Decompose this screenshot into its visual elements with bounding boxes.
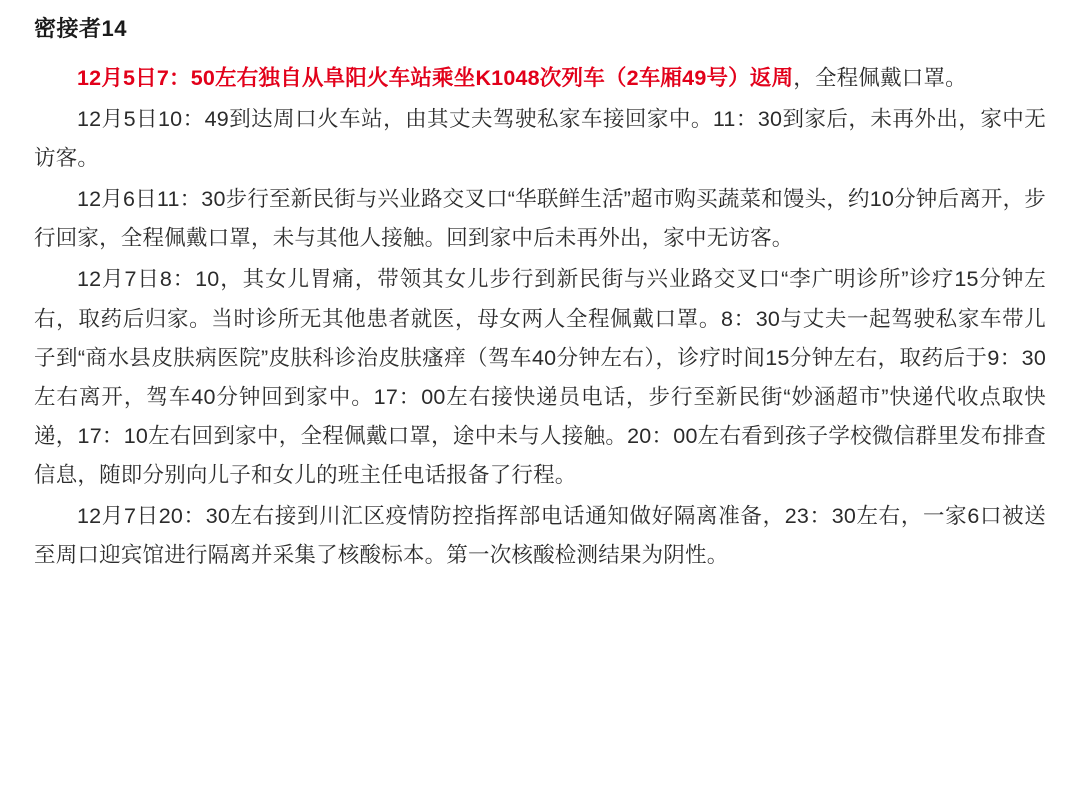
paragraph-3-text: 12月6日11：30步行至新民街与兴业路交叉口“华联鲜生活”超市购买蔬菜和馒头，约10分钟后离开，步行回家，全程佩戴口罩，未与其他人接触。回到家中后未再外出，家中无访客。 [34,187,1046,251]
paragraph-5 [34,497,1046,575]
paragraph-5-text: 12月7日20：30左右接到川汇区疫情防控指挥部电话通知做好隔离准备，23：30左右，一家6口被送至周口迎宾馆进行隔离并采集了核酸标本。第一次核酸检测结果为阴性。 [34,504,1046,568]
paragraph-1 [34,59,1046,98]
paragraph-3 [34,180,1046,258]
highlighted-travel-info: 12月5日7：50左右独自从阜阳火车站乘坐K1048次列车（2车厢49号）返周 [77,65,794,90]
paragraph-4-text: 12月7日8：10，其女儿胃痛，带领其女儿步行到新民街与兴业路交叉口“李广明诊所”诊疗15分钟左右，取药后归家。当时诊所无其他患者就医，母女两人全程佩戴口罩。8：30与丈夫一起驾驶私家车带儿子到“商水县皮肤病医院”皮肤科诊治皮肤瘙痒（驾车40分钟左右），诊疗时间15分钟左右，取药后于9：30左右离开，驾车40分钟回到家中。17：00左右接快递员电话，步行至新民街“妙涵超市”快递代收点取快递，17：10左右回到家中，全程佩戴口罩，途中未与人接触。20：00左右看到孩子学校微信群里发布排查信息，随即分别向儿子和女儿的班主任电话报备了行程。 [34,267,1046,488]
paragraph-2 [34,100,1046,178]
paragraph-1-tail: ，全程佩戴口罩。 [793,65,967,90]
page-title: 密接者14 [34,16,127,41]
paragraph-2-text: 12月5日10：49到达周口火车站，由其丈夫驾驶私家车接回家中。11：30到家后，未再外出，家中无访客。 [34,106,1046,171]
paragraph-4 [34,260,1046,495]
